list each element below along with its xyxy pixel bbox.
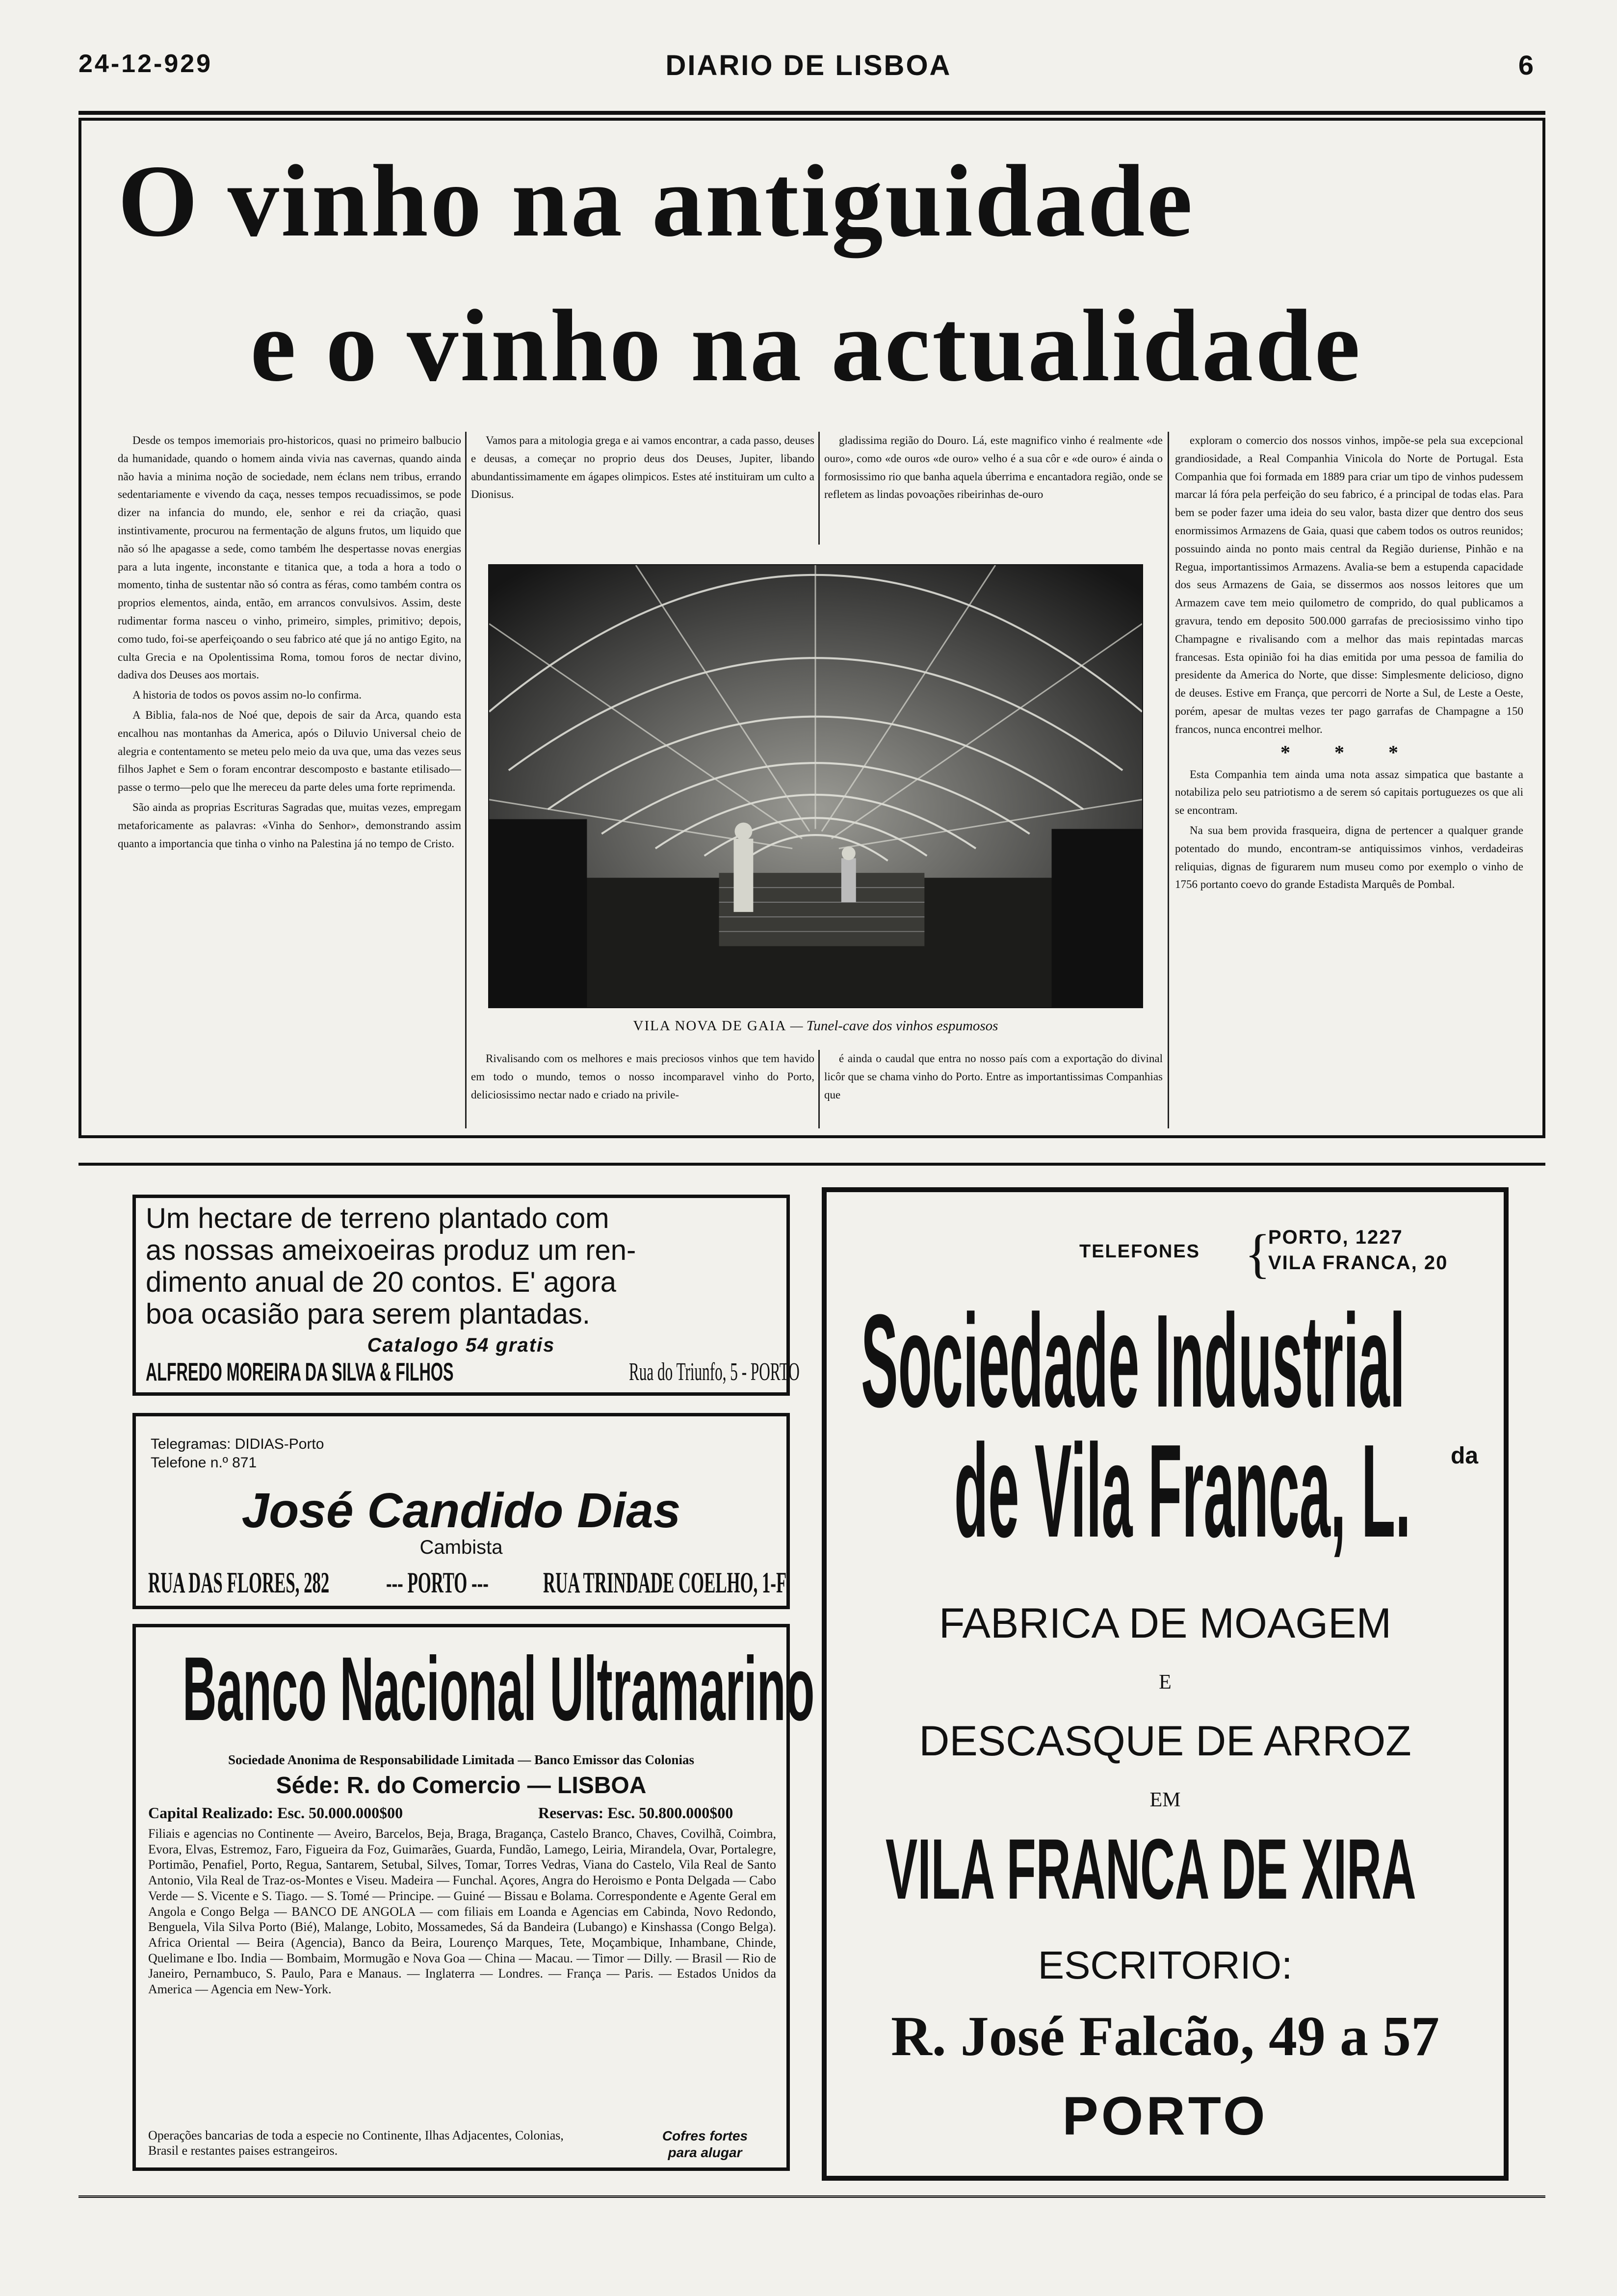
ad-bank-capital: Capital Realizado: Esc. 50.000.000$00 bbox=[148, 1804, 403, 1822]
ad-address-2: --- PORTO --- bbox=[386, 1566, 489, 1599]
article-paragraph: gladissima região do Douro. Lá, este magnifico vinho é realmente «de ouro», como «de ouros «de ouro» velho é a sua côr e «de ouro» é ainda o formosissimo rio que banha aquela úberrima e encantadora região, onde se refletem as lindas povoações ribeirinhas de-ouro bbox=[824, 434, 1163, 501]
article-column-4 bbox=[1175, 432, 1523, 1123]
article-paragraph: A Biblia, fala-nos de Noé que, depois de sair da Arca, quando esta encalhou nas montanhas da America, após o Diluvio Universal cheio de alegria e contentamento se meteu pelo meio da uva que, uma das vezes seus filhos Japhet e Sem o foram encontrar descomposto e bastante etilisado—passe o termo—pelo que lhe mereceu da parte deles uma forte reprimenda. bbox=[118, 708, 461, 794]
page-bottom-rule bbox=[78, 2195, 1545, 2198]
ad-bank-sede: Séde: R. do Comercio — LISBOA bbox=[276, 1773, 647, 1799]
photo-caption-place: VILA NOVA DE GAIA bbox=[633, 1018, 787, 1034]
ad-text-line: as nossas ameixoeiras produz um ren- bbox=[146, 1234, 636, 1266]
ad-conjunction-e: E bbox=[1159, 1671, 1172, 1694]
article-column-3-bottom bbox=[824, 1050, 1163, 1128]
article-paragraph: Esta Companhia tem ainda uma nota assaz simpatica que bastante a notabiliza pelo seu patriotismo a de serem só capitais portuguezes os que ali se encontram. bbox=[1175, 768, 1523, 817]
masthead-rule bbox=[78, 111, 1545, 115]
ad-company-name-1: Sociedade Industrial bbox=[861, 1287, 1406, 1435]
article-paragraph: Na sua bem provida frasqueira, digna de pertencer a qualquer grande potentado do mundo, encontram-se antiquissimos vinhos, verdadeiras reliquias, dignas de figurarem num museu como por exemplo o vinho de 1756 portanto coevo do grande Estadista Marquês de Pombal. bbox=[1175, 824, 1523, 891]
ad-text-line: boa ocasião para serem plantadas. bbox=[146, 1298, 591, 1330]
ad-descasque-arroz: DESCASQUE DE ARROZ bbox=[919, 1718, 1411, 1765]
ad-telefone: Telefone n.º 871 bbox=[151, 1455, 257, 1471]
ad-firm-name: ALFREDO MOREIRA DA SILVA & FILHOS bbox=[146, 1358, 454, 1386]
photo-caption-description: — Tunel-cave dos vinhos espumosos bbox=[790, 1018, 998, 1034]
ad-bank-footer-right: Cofres fortes para alugar bbox=[662, 2128, 748, 2160]
ads-section-rule bbox=[78, 1163, 1545, 1166]
article-paragraph: Desde os tempos imemoriais pro-historicos, quasi no primeiro balbucio da humanidade, quando o homem ainda vivia nas cavernas, quando ainda não havia a minima noção de sociedade, nem éclans nem tribus, errando sedentariamente e vivendo da caça, nesses tempos recuadissimos, se pode dizer na infancia do mundo, ele, senhor e rei da criação, quasi instintivamente, procurou na fermentação de alguns frutos, um liquido que não só lhe apagasse a sede, como também lhe despertasse novas energias para a luta ingente, inconstante e titanica que, a toda a hora a todo o momento, tinha de sustentar não só contra as féras, como também contra os proprios elementos, ainda, então, em arrancos convulsivos. Assim, deste rudimentar forma nasceu o vinho, primeiro, simples, primitivo; depois, como tudo, foi-se aperfeiçoando o seu fabrico até que já no antigo Egito, na culta Grecia e na Opolentissima Roma, tomou foros de nectar divino, dadiva dos Deuses aos mortais. bbox=[118, 434, 461, 681]
ad-escritorio-city: PORTO bbox=[1062, 2086, 1268, 2146]
ad-sociedade-industrial bbox=[822, 1187, 1509, 2181]
ad-cambista-role: Cambista bbox=[419, 1537, 503, 1558]
ad-company-name-2: de Vila Franca, L. bbox=[954, 1417, 1411, 1565]
ad-telefone-porto: PORTO, 1227 bbox=[1268, 1226, 1403, 1248]
ad-jose-candido-dias bbox=[132, 1413, 790, 1609]
ad-catalogue-offer: Catalogo 54 gratis bbox=[367, 1334, 555, 1356]
column-divider bbox=[465, 432, 467, 1128]
article-column-2-bottom bbox=[471, 1050, 814, 1128]
article-column-3-top bbox=[824, 432, 1163, 545]
ad-fabrica-moagem: FABRICA DE MOAGEM bbox=[939, 1600, 1392, 1647]
ad-bank-reserves: Reservas: Esc. 50.800.000$00 bbox=[538, 1804, 733, 1822]
article-paragraph: Rivalisando com os melhores e mais preciosos vinhos que tem havido em todo o mundo, temos o nosso incomparavel vinho do Porto, deliciosissimo nectar nado e criado na privile- bbox=[471, 1052, 814, 1101]
page-number: 6 bbox=[1518, 50, 1534, 80]
article-paragraph: é ainda o caudal que entra no nosso país com a exportação do divinal licôr que se chama vinho do Porto. Entre as importantissimas Companhias que bbox=[824, 1052, 1163, 1101]
ad-banco-nacional-ultramarino bbox=[132, 1624, 815, 2171]
headline-line-2: e o vinho na actualidade bbox=[250, 289, 1362, 403]
column-divider bbox=[1168, 432, 1169, 1128]
ad-text-line: dimento anual de 20 contos. E' agora bbox=[146, 1266, 617, 1298]
photo-caption bbox=[488, 1018, 1143, 1034]
article-paragraph: exploram o comercio dos nossos vinhos, impõe-se pela sua excepcional grandiosidade, a Real Companhia Vinicola do Norte de Portugal. Esta Companhia que foi formada em 1889 para criar um tipo de vinhos pudessem marcar lá fóra pela perfeição do seu fabrico, é a principal de todas elas. Para bem se poder fazer uma ideia do seu valor, basta dizer que dentro dos seus enormissimos Armazens de Gaia, quasi que cabem todos os outros reunidos; possuindo ainda no ponto mais central da Região duriense, Pinhão e na Regua, importantissimos Armazens. Avalia-se bem a estupenda capacidade dos seus Armazens de Gaia, se dissermos aos nossos leitores que um Armazem cave tem meio quilometro de comprido, do qual publicamos a gravura, tendo em deposito 500.000 garrafas de preciosissimo vinho tipo Champagne e rivalisando com a melhor das mais repintadas marcas francesas. Esta opinião foi ha dias emitida por uma pessoa de familia do presidente da America do Norte, que disse: Simplesmente delicioso, digno de deuses. Estive em França, que percorri de Norte a Sul, de Leste a Oeste, porém, apesar de multas vezes ter pago garrafas de Champagne a 150 francos, nunca encontrei melhor. bbox=[1175, 434, 1523, 735]
ad-cambista-name: José Candido Dias bbox=[241, 1483, 681, 1538]
ad-text-line: Um hectare de terreno plantado com bbox=[146, 1202, 609, 1234]
ad-em: EM bbox=[1149, 1789, 1181, 1811]
issue-date: 24-12-929 bbox=[78, 50, 213, 78]
ad-address-3: RUA TRINDADE COELHO, 1-F bbox=[543, 1566, 787, 1599]
ad-bank-subtitle: Sociedade Anonima de Responsabilidade Limitada — Banco Emissor das Colonias bbox=[228, 1752, 694, 1767]
column-divider bbox=[818, 1050, 820, 1128]
ad-escritorio-address: R. José Falcão, 49 a 57 bbox=[891, 2005, 1439, 2068]
cellar-tunnel-photo bbox=[488, 564, 1143, 1008]
ad-telefones-label: TELEFONES bbox=[1079, 1241, 1200, 1262]
article-paragraph: São ainda as proprias Escrituras Sagradas que, muitas vezes, empregam metaforicamente as palavras: «Vinha do Senhor», demonstrando assim quanto a importancia que tinha o vinho na Palestina já no tempo de Cristo. bbox=[118, 801, 461, 850]
article-paragraph: Vamos para a mitologia grega e ai vamos encontrar, a cada passo, deuses e deusas, a começar no proprio deus dos Deuses, Jupiter, libando abundantissimamente em ágapes olimpicos. Estes até instituiram um culto a Dionisus. bbox=[471, 434, 814, 501]
ad-company-name-superscript: da bbox=[1451, 1443, 1479, 1469]
newspaper-title: DIARIO DE LISBOA bbox=[665, 50, 952, 81]
ad-alfredo-moreira bbox=[132, 1195, 800, 1396]
ad-bank-footer-left: Operações bancarias de toda a especie no Continente, Ilhas Adjacentes, Colonias, Brasil e restantes paises estrangeiros. bbox=[148, 2128, 564, 2158]
section-break-stars: * * * bbox=[1280, 741, 1418, 763]
ad-firm-address: Rua do Triunfo, 5 - PORTO bbox=[629, 1358, 800, 1386]
ad-bank-branches: Filiais e agencias no Continente — Aveiro, Barcelos, Beja, Braga, Bragança, Castelo Branco, Chaves, Covilhã, Coimbra, Evora, Elvas, Estremoz, Faro, Figueira da Foz, Guimarães, Guarda, Fundão, Lamego, Leiria, Mirandela, Ovar, Portalegre, Portimão, Penafiel, Porto, Regua, Santarem, Setubal, Silves, Tomar, Torres Vedras, Viana do Castelo, Vila Real de Santo Antonio, Vila Real de Traz-os-Montes e Viseu. Madeira — Funchal. Açores, Angra do Heroismo e Ponta Delgada — Cabo Verde — S. Vicente e S. Tiago. — S. Tomé — Principe. — Guiné — Bissau e Bolama. Correspondente e Agente Geral em Angola e Congo Belga — BANCO DE ANGOLA — com filiais em Loanda e Agencias em Cabinda, Novo Redondo, Benguela, Vila Silva Porto (Bié), Malange, Lobito, Mossamedes, Sá da Bandeira (Lubango) e Kinshassa (Congo Belga). Africa Oriental — Beira (Agencia), Banco da Beira, Lourenço Marques, Tete, Moçambique, Inhambane, Chinde, Quelimane e Ibo. India — Bombaim, Mormugão e Nova Goa — China — Macau. — Timor — Dilly. — Brasil — Rio de Janeiro, Pernambuco, S. Paulo, Para e Manaus. — Inglaterra — Londres. — França — Paris. — Estados Unidos da America — Agencia em New-York. bbox=[148, 1826, 776, 1997]
article-column-2-top bbox=[471, 432, 814, 545]
ad-telefone-vila-franca: VILA FRANCA, 20 bbox=[1268, 1252, 1448, 1274]
ad-bank-name: Banco Nacional Ultramarino bbox=[183, 1639, 815, 1740]
ad-telefones-brace: { bbox=[1245, 1224, 1271, 1283]
article-paragraph: A historia de todos os povos assim no-lo confirma. bbox=[132, 689, 362, 702]
ad-address-1: RUA DAS FLORES, 282 bbox=[148, 1566, 330, 1599]
headline-line-1: O vinho na antiguidade bbox=[118, 144, 1195, 258]
ad-escritorio-label: ESCRITORIO: bbox=[1038, 1943, 1293, 1987]
column-divider bbox=[818, 432, 820, 545]
cellar-tunnel-illustration bbox=[489, 565, 1142, 1007]
article-column-1 bbox=[118, 432, 461, 1123]
ad-location: VILA FRANCA DE XIRA bbox=[886, 1822, 1416, 1917]
ad-telegramas: Telegramas: DIDIAS-Porto bbox=[151, 1436, 324, 1452]
